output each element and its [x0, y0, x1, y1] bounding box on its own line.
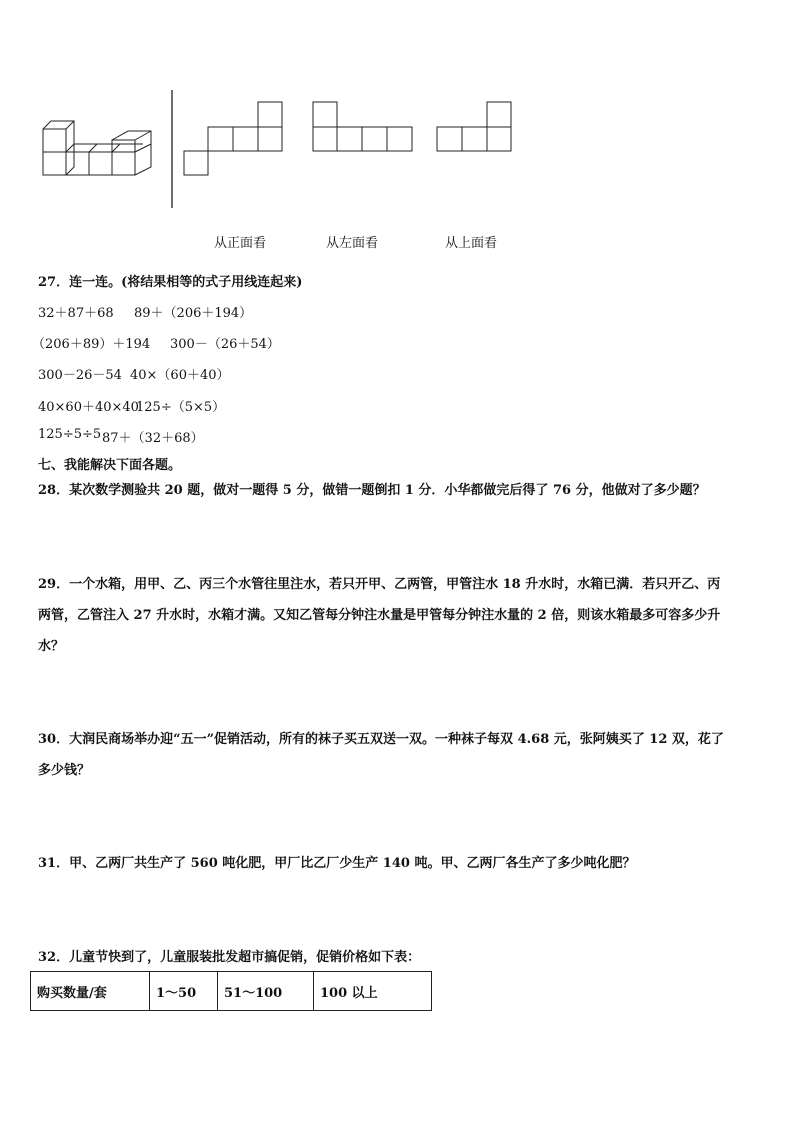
question-32-title: 32．儿童节快到了，儿童服装批发超市搞促销，促销价格如下表：	[38, 950, 421, 965]
cube-solid	[43, 121, 151, 175]
question-29-line-3: 水？	[38, 639, 65, 654]
section-7-heading: 七、我能解决下面各题。	[38, 458, 182, 473]
q27-right-expr-4: 125÷（5×5）	[136, 400, 226, 415]
table-row	[31, 972, 432, 1011]
three-view-figure	[0, 0, 794, 230]
q27-right-expr-5: 87＋（32＋68）	[102, 431, 204, 446]
q27-right-expr-1: 89＋（206＋194）	[134, 306, 253, 321]
question-31: 31．甲、乙两厂共生产了 560 吨化肥，甲厂比乙厂少生产 140 吨。甲、乙两厂各生产了多少吨化肥？	[38, 856, 636, 871]
left-view-grid	[313, 102, 412, 151]
front-view-label: 从正面看	[214, 236, 267, 251]
question-28: 28．某次数学测验共 20 题，做对一题得 5 分，做错一题倒扣 1 分．小华都做完后得了 76 分，他做对了多少题？	[38, 483, 706, 498]
question-30-line-1: 30．大润民商场举办迎“五一”促销活动，所有的袜子买五双送一双。一种袜子每双 4.68 元，张阿姨买了 12 双，花了	[38, 732, 724, 747]
question-27-title: 27．连一连。(将结果相等的式子用线连起来)	[38, 275, 303, 290]
q27-right-expr-2: 300－（26＋54）	[170, 337, 280, 352]
q27-right-expr-3: 40×（60＋40）	[130, 368, 230, 383]
top-view-grid	[437, 102, 511, 151]
question-30-line-2: 多少钱？	[38, 763, 91, 778]
q27-left-expr-4: 40×60＋40×40	[38, 400, 139, 415]
q27-left-expr-2: （206＋89）＋194	[32, 337, 151, 352]
front-view-grid	[184, 102, 282, 175]
price-table	[30, 971, 432, 1011]
table-cell-range-1: 1～50	[150, 972, 218, 1011]
table-cell-range-2: 51～100	[218, 972, 314, 1011]
table-cell-range-3: 100 以上	[314, 972, 432, 1011]
q27-left-expr-5: 125÷5÷5	[38, 427, 102, 442]
question-29-line-1: 29．一个水箱，用甲、乙、丙三个水管往里注水，若只开甲、乙两管，甲管注水 18 升水时，水箱已满．若只开乙、丙	[38, 577, 721, 592]
question-29-line-2: 两管，乙管注入 27 升水时，水箱才满。又知乙管每分钟注水量是甲管每分钟注水量的 2 倍，则该水箱最多可容多少升	[38, 608, 721, 623]
q27-left-expr-1: 32＋87＋68	[38, 306, 114, 321]
table-cell-quantity: 购买数量/套	[31, 972, 150, 1011]
left-view-label: 从左面看	[326, 236, 379, 251]
top-view-label: 从上面看	[445, 236, 498, 251]
q27-left-expr-3: 300－26－54	[38, 368, 122, 383]
